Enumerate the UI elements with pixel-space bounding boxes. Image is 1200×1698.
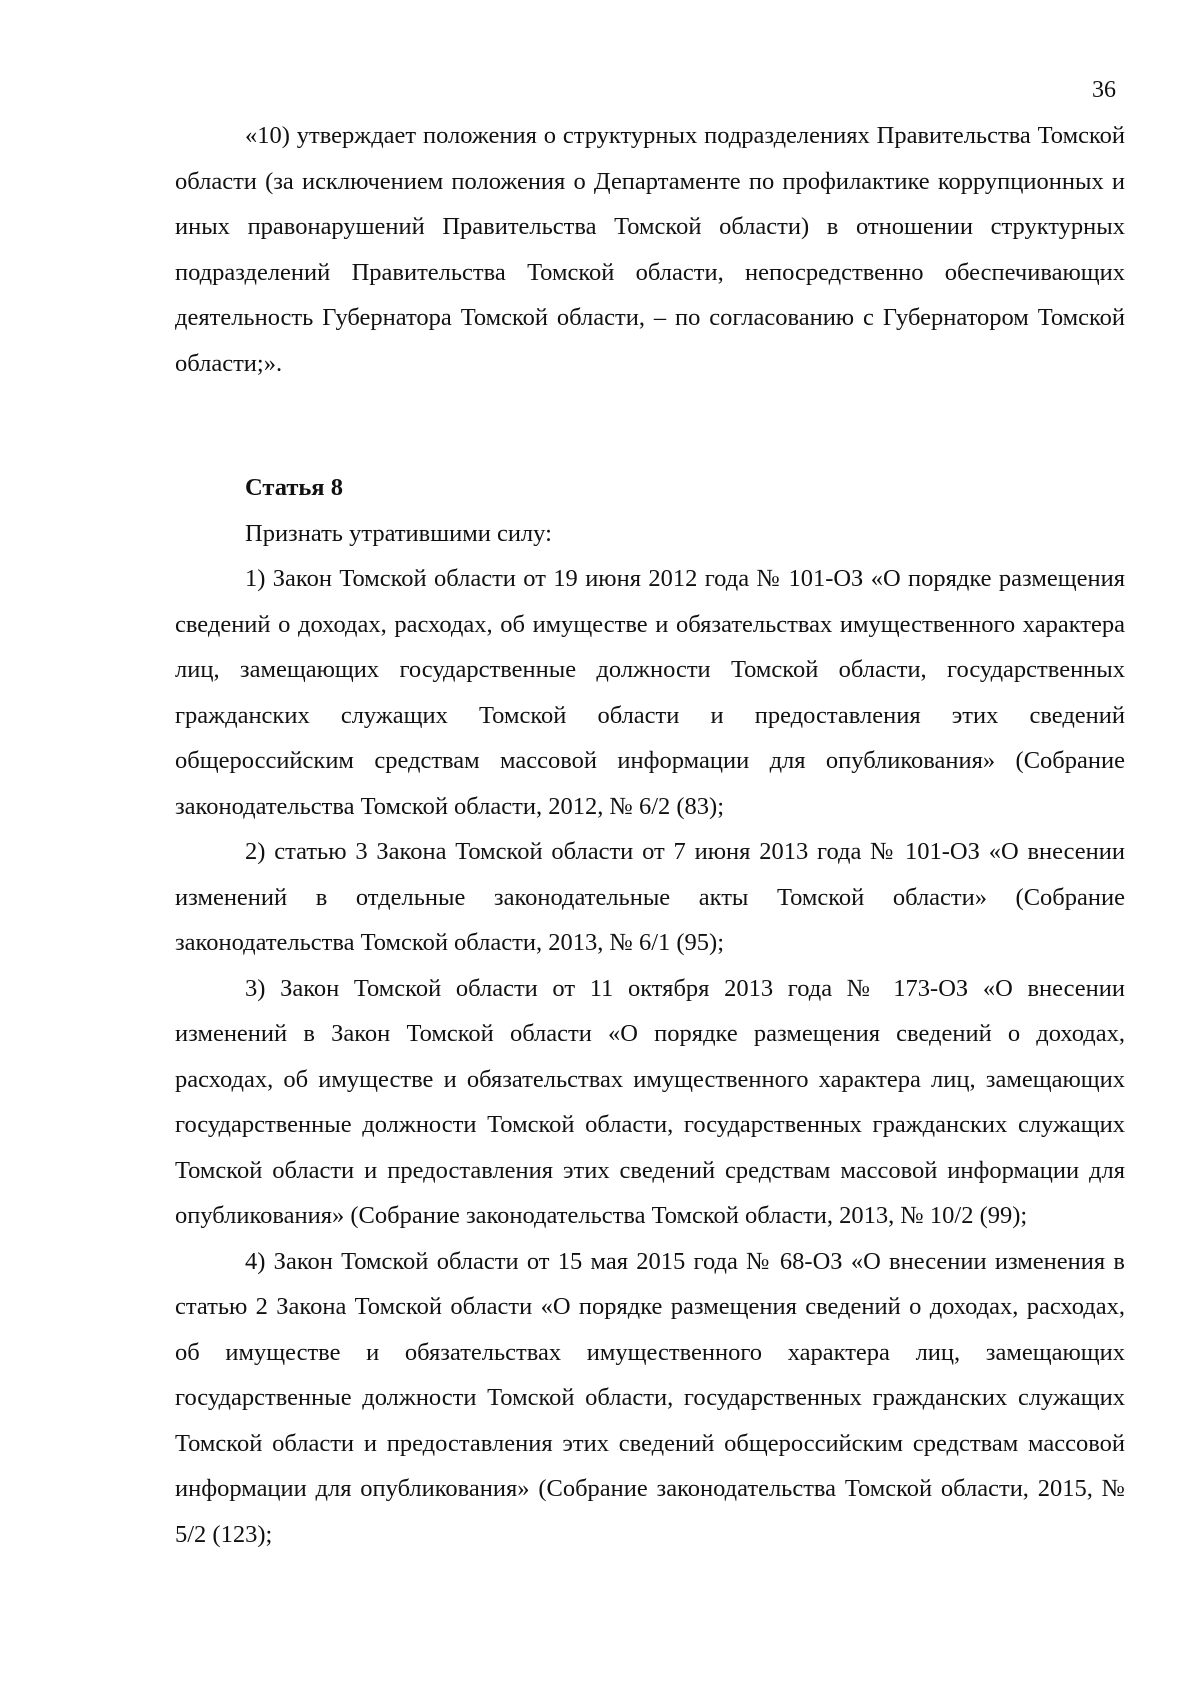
list-item-1: 1) Закон Томской области от 19 июня 2012 года № 101-ОЗ «О порядке размещения сведений о доходах, расходах, об имуществе и обязательствах имущественного характера лиц, замещающих государственные должности Томской области, государственных гражданских служащих Томской области и предоставления этих сведений общероссийским средствам массовой информации для опубликования» (Собрание законодательства Томской области, 2012, № 6/2 (83); bbox=[175, 565, 1125, 820]
list-item-3: 3) Закон Томской области от 11 октября 2013 года № 173-ОЗ «О внесении изменений в Закон Томской области «О порядке размещения сведений о доходах, расходах, об имуществе и обязательствах имущественного характера лиц, замещающих государственные должности Томской области, государственных гражданских служащих Томской области и предоставления этих сведений средствам массовой информации для опубликования» (Собрание законодательства Томской области, 2013, № 10/2 (99); bbox=[175, 974, 1125, 1229]
article-lead: Признать утратившими силу: bbox=[245, 519, 552, 547]
list-item-4: 4) Закон Томской области от 15 мая 2015 года № 68-ОЗ «О внесении изменения в статью 2 Закона Томской области «О порядке размещения сведений о доходах, расходах, об имуществе и обязательствах имущественного характера лиц, замещающих государственные должности Томской области, государственных гражданских служащих Томской области и предоставления этих сведений общероссийским средствам массовой информации для опубликования» (Собрание законодательства Томской области, 2015, № 5/2 (123); bbox=[175, 1247, 1125, 1548]
list-item-2: 2) статью 3 Закона Томской области от 7 июня 2013 года № 101-ОЗ «О внесении изменений в отдельные законодательные акты Томской области» (Собрание законодательства Томской области, 2013, № 6/1 (95); bbox=[175, 838, 1125, 956]
intro-paragraph: «10) утверждает положения о структурных подразделениях Правительства Томской области (за исключением положения о Департаменте по профилактике коррупционных и иных правонарушений Правительства Томской области) в отношении структурных подразделений Правительства Томской области, непосредственно обеспечивающих деятельность Губернатора Томской области, – по согласованию с Губернатором Томской области;». bbox=[175, 122, 1125, 377]
article-heading: Статья 8 bbox=[245, 474, 343, 501]
document-body bbox=[175, 113, 1125, 1557]
page-number: 36 bbox=[1092, 77, 1116, 103]
